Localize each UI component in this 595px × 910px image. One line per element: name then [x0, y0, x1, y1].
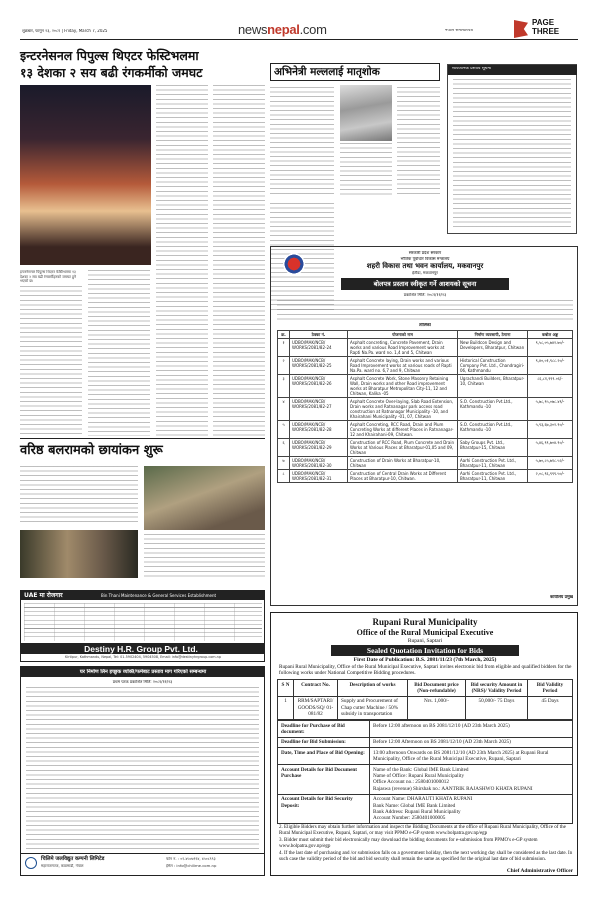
govt-subtitle: हेटौंडा, मकवानपुर [412, 271, 438, 275]
col-header-contractor: निर्माण व्यवसायी, ठेगाना [458, 331, 528, 339]
bid-detail-label: Deadline for Purchase of Bid document: [278, 721, 370, 738]
bid-detail-label: Account Details for Bid Security Deposit: [278, 794, 370, 824]
housing-company: चिलिमे जलविद्युत कम्पनी लिमिटेड [41, 856, 105, 862]
housing-title: घर निर्माण लिन इच्छुक व्यक्ति/फर्मबाट प्रस्ताव माग गरिएको सम्बन्धमा [79, 668, 207, 675]
uae-company: Destiny H.R. Group Pvt. Ltd. [84, 644, 198, 654]
rupani-para-4 [279, 851, 573, 863]
bid-detail-value: Name of the Bank: Global IME Bank Limited Name of Office: Rupani Rural Municipality Office Account no.: 2580401000012 Rajaswa (revenue) Shirshak no.: AANTRIK RAJASHWO KHATA RUPANI [370, 765, 573, 795]
festival-body-col-1 [20, 286, 82, 436]
page-flag-icon [514, 20, 528, 38]
housing-body [26, 687, 259, 849]
bid-cell-sn: 1 [278, 696, 294, 719]
page-label: PAGE [532, 18, 555, 27]
tender-cell-amount: ५,७०,८५,७१८.५२/- [528, 457, 573, 470]
rupani-first-date: First Date of Publication: B.S. 2081/11/23 (7th March, 2025) [353, 657, 497, 663]
right-notice-body [453, 79, 571, 229]
tender-cell-contractor: Ugrachandi Builders, Bharatpur-10, Chitwan [458, 375, 528, 398]
govt-notice [270, 246, 578, 606]
rupani-table-wrap [277, 679, 573, 824]
tender-row [278, 439, 573, 457]
festival-body-col-3 [156, 85, 208, 436]
bid-table-row [278, 696, 573, 719]
bid-detail-row [278, 721, 573, 738]
senior-body-col-2 [144, 534, 265, 578]
tender-cell-no: ५ [278, 421, 290, 439]
bid-detail-row [278, 737, 573, 747]
govt-banner: बोलपत्र प्रस्ताव स्वीकृत गर्ने आशयको सूचना [373, 280, 477, 288]
tender-cell-no: ४ [278, 398, 290, 421]
ad-uae-jobs[interactable] [20, 590, 265, 662]
bid-detail-value: Account Name: DHARAUTI KHATA RUPANI Bank Name: Global IME Bank Limited Bank Address: Rupani Rural Municipality Account Number: 2580401000005 [370, 794, 573, 824]
col-header-amount: कबोल अङ्क [528, 331, 573, 339]
tender-cell-contractor: Historical Construction Company Pvt. Ltd., Chandragiri-06, Kathmandu [458, 357, 528, 375]
govt-footer: कार्यालय प्रमुख [550, 595, 573, 599]
senior-body-col-1 [20, 466, 138, 526]
tender-cell-contract: UDBO/MAK/NCB/ WORKS/2081/82-25 [290, 357, 348, 375]
bid-cell-security: 50,000/- 75 Days [466, 696, 528, 719]
col-header-name: योजनाको नाम [348, 331, 458, 339]
obit-body-col-3 [397, 87, 440, 197]
masthead-right-label: नेपाल समाचारपत्र [445, 29, 473, 33]
tender-cell-contractor: S.O. Construction Pvt.Ltd., Kathmandu -10 [458, 398, 528, 421]
housing-company-addr: महाराजगञ्ज, काठमाडौं, नेपाल [41, 864, 84, 868]
tender-cell-contractor: New Buildcon Design and Developers, Bharatpur, Chitwan [458, 339, 528, 357]
tender-cell-no: १ [278, 339, 290, 357]
senior-photo-2 [144, 466, 265, 530]
tender-cell-name: Asphalt Concrete Over-laying, Slab Road Extension, Drain works and Ratnanagar park access road construction at Ratnanagar Municipality -10, and Khairahani Municipality -01, 07, Chitwan [348, 398, 458, 421]
bid-col-contract: Contract No. [294, 680, 338, 697]
festival-body-col-4 [213, 85, 265, 436]
govt-org-2: भौतिक पूर्वाधार विकास मन्त्रालय [400, 257, 450, 261]
tender-row [278, 421, 573, 439]
logo-part-nepal: nepal [267, 22, 300, 37]
bid-detail-row [278, 748, 573, 765]
logo-part-news: news [238, 22, 268, 37]
obit-body-col-2 [340, 143, 392, 197]
rupani-para-2-num: 2. [279, 825, 284, 830]
tender-cell-amount: ९,४०,०१,९८८.२०/- [528, 357, 573, 375]
tender-cell-contractor: Aarhi Construction Pvt. Ltd., Bharatpur-11, Chitwan [458, 457, 528, 470]
right-notice-title: सार्वजनिक प्रस्ताव सूचना [452, 67, 492, 71]
housing-footer-rule [21, 853, 265, 854]
tender-cell-contractor: Saby Groups Pvt. Ltd., Bharatpur-15, Chitwan [458, 439, 528, 457]
govt-intro-text [277, 300, 573, 320]
govt-table-caption: तालिका [419, 323, 431, 327]
tender-cell-contract: UDBO/MAK/NCB/ WORKS/2081/82-24 [290, 339, 348, 357]
story-obituary [270, 63, 440, 243]
rupani-para-2-text: Eligible Bidders may obtain further information and inspect the Bidding Documents at the office of Rupani Rural Municipality, Office of the Rural Municipal Executive, Rupani, Saptari, or may visit PPMO e-GP system www.bolpatra.gov.np/egp [279, 825, 566, 837]
story-festival [20, 48, 265, 438]
tender-row [278, 375, 573, 398]
tender-cell-no: ७ [278, 457, 290, 470]
tender-row [278, 339, 573, 357]
tender-row [278, 357, 573, 375]
bid-cell-desc: Supply and Procurement of Chap cutter Machine / 50% subsidy in transportation [338, 696, 408, 719]
obit-body-col-1 [270, 87, 334, 197]
page-number: THREE [532, 27, 560, 36]
tender-row [278, 470, 573, 483]
tender-cell-no: २ [278, 357, 290, 375]
festival-lead: इन्टरनेसनल पिपुल्स थिएटर फेस्टिभलमा १३ देशका २ सय बढी रंगकर्मीहरुको जमघट हुने भएको छ। [20, 270, 77, 284]
tender-cell-name: Construction of RCC Road, Plum Concrete and Drain Works at Various Places at Bharatpur-01,05 and 09, Chitwan [348, 439, 458, 457]
senior-top-rule [20, 438, 265, 439]
housing-contact: फोन न. : ०१-४५०७९९४, ४५०८९९३ [166, 857, 216, 861]
tender-cell-contract: UDBO/MAK/NCB/ WORKS/2081/82-26 [290, 375, 348, 398]
bid-col-sn: S N [278, 680, 294, 697]
tender-cell-name: Construction of Drain Works at Bharatpur-10, Chitwan [348, 457, 458, 470]
ad-housing[interactable] [20, 666, 265, 876]
bid-col-desc: Description of works [338, 680, 408, 697]
bid-detail-label: Date, Time and Place of Bid Opening: [278, 748, 370, 765]
rupani-para-3-text: Bidder must submit their bid electronically may download the bidding documents for e-submission from PPMO's e-GP system www.bolpatra.gov.np/egp [279, 838, 538, 850]
rupani-signoff: Chief Administrative Officer [506, 868, 573, 874]
tender-cell-no: ३ [278, 375, 290, 398]
tender-row [278, 457, 573, 470]
masthead-date: शुक्रबार, फागुन २३, २०८१ | Friday, March 7, 2025 [22, 29, 108, 33]
page-number-badge [514, 18, 578, 40]
rupani-para-4-num: 4. [279, 851, 284, 856]
masthead [0, 0, 595, 44]
senior-headline: वरिष्ठ बलरामको छायांकन शुरू [20, 443, 163, 458]
senior-photo [20, 530, 138, 578]
logo-part-com: .com [299, 22, 327, 37]
tender-cell-amount: ९,५८,०५,७४२.७०/- [528, 339, 573, 357]
bid-detail-value: Before 12:00 afternoon on BS 2081/12/10 (AD 23th March 2025) [370, 721, 573, 738]
tender-cell-amount: ५,४६,९९,७०४.९०/- [528, 439, 573, 457]
tender-cell-contract: UDBO/MAK/NCB/ WORKS/2081/82-29 [290, 439, 348, 457]
govt-table-wrap [277, 330, 573, 483]
tender-cell-contract: UDBO/MAK/NCB/ WORKS/2081/82-31 [290, 470, 348, 483]
bid-col-security: Bid security Amount in (NRS)/ Validity Period [466, 680, 528, 697]
tender-cell-contract: UDBO/MAK/NCB/ WORKS/2081/82-27 [290, 398, 348, 421]
rupani-para-4-text: If the last date of purchasing and /or submission falls on a government holiday, then the next working day shall be considered as the last date. In such case the validity period of the bid and bid security shall remain the same as specified for the original last date of bid submission. [279, 851, 573, 863]
festival-photo [20, 85, 151, 265]
tender-cell-contractor: S.O. Construction Pvt.Ltd., Kathmandu -10 [458, 421, 528, 439]
bid-detail-value: 13:00 afternoon Onwards on BS 2081/12/10 (AD 23th March 2025) at Rupani Rural Municipality, Office of the Rural Municipal Executive, Rupani, Saptari [370, 748, 573, 765]
tender-row [278, 398, 573, 421]
tender-cell-name: Asphalt Concreting, RCC Road, Drain and Plum Concreting Works at different Places in Ratnanagar-12 and Khairahani-09, Chitwan. [348, 421, 458, 439]
bid-detail-label: Deadline for Bid Submission: [278, 737, 370, 747]
right-notice-box [447, 64, 577, 234]
tender-cell-contractor: Aarhi Construction Pvt. Ltd., Bharatpur-11, Chitwan [458, 470, 528, 483]
tender-cell-amount: ५,७८,९५,०७८.४९/- [528, 398, 573, 421]
tender-cell-amount: २,०८,९६,९९९.५०/- [528, 470, 573, 483]
bid-details-table [277, 720, 573, 824]
rupani-para-3 [279, 838, 573, 850]
housing-date: प्रथम पटक प्रकाशित मिति: २०८१/११/२३ [112, 680, 173, 684]
tender-cell-no: ६ [278, 439, 290, 457]
rupani-banner: Sealed Quotation Invitation for Bids [366, 645, 484, 655]
ad-rupani[interactable] [270, 612, 578, 876]
bid-col-validity: Bid Validity Period [528, 680, 573, 697]
story-senior [20, 438, 265, 588]
festival-body-col-2 [88, 270, 150, 436]
uae-jobs-grid [24, 603, 262, 641]
tender-cell-amount: ५,९३,६७,३०२.९०/- [528, 421, 573, 439]
govt-org-1: सरकारी प्रदेश सरकार [408, 251, 442, 255]
chilime-logo-icon [25, 857, 37, 869]
masthead-rule [20, 39, 578, 40]
site-logo[interactable] [238, 22, 327, 37]
tender-cell-name: Asphalt concreting, Concrete Pavement, Drain works and various Road Improvement works at Rapti Na.Pa. ward no. 1,4 and 5, Chitwan [348, 339, 458, 357]
uae-address: Kirtipur, Kathmandu, Nepal, Tel: 01-5902404, 5904508, Email: info@destinyhrgroup.com.np [65, 655, 221, 659]
bid-table-header [278, 680, 573, 697]
tender-cell-name: Asphalt Concrete laying, Drain works and various Road Improvement works at various roads of Rapti Na.Pa. ward no. 6,7 and 9, Chitwan [348, 357, 458, 375]
tender-cell-contract: UDBO/MAK/NCB/ WORKS/2081/82-28 [290, 421, 348, 439]
govt-title: शहरी विकास तथा भवन कार्यालय, मकवानपुर [366, 262, 484, 270]
obit-headline: अभिनेत्री मल्ललाई मातृशोक [274, 66, 380, 78]
bid-table [277, 679, 573, 720]
festival-headline-2: १३ देशका २ सय बढी रंगकर्मीको जमघट [20, 65, 203, 80]
bid-col-price: Bid Document price (Non-refundable) [408, 680, 466, 697]
bid-cell-validity: 45 Days [528, 696, 573, 719]
obit-photo [340, 85, 392, 141]
col-header-no: क्र. [278, 331, 290, 339]
bid-detail-row [278, 794, 573, 824]
rupani-para-1: Rupani Rural Municipality, Office of the Rural Municipal Executive, Saptari invites electronic bid from eligible and qualified bidders for the following works under National Competitive Bidding procedures. [279, 664, 572, 677]
housing-email: ईमेल : info@chilime.com.np [166, 864, 217, 868]
col-header-contract: ठेक्का नं. [290, 331, 348, 339]
tender-cell-name: Construction of Central Drain Works at Different Places at Bharatpur-10, Chitwan. [348, 470, 458, 483]
uae-title-left: UAE मा रोजगार [24, 592, 63, 599]
rupani-para-3-num: 3. [279, 838, 284, 843]
tender-cell-contract: UDBO/MAK/NCB/ WORKS/2081/82-30 [290, 457, 348, 470]
tender-cell-amount: ८६,८१,९९९.०६/- [528, 375, 573, 398]
tender-cell-name: Asphalt Concrete Work, Stone Masonry Retaining Wall, Drain works and other Road improvement works at Bharatpur Metropolitan City-11, 12 and Chitwan, Kalika -05 [348, 375, 458, 398]
tender-cell-no: ८ [278, 470, 290, 483]
festival-headline-1: इन्टरनेसनल पिपुल्स थिएटर फेस्टिभलमा [20, 48, 199, 63]
bid-detail-row [278, 765, 573, 795]
bid-cell-contract: RRM/SAPTARI/ GOODS/SQ/ 01-081/82 [294, 696, 338, 719]
rupani-title-1: Rupani Rural Municipality [372, 617, 478, 627]
bid-cell-price: Nrs. 1,000/- [408, 696, 466, 719]
rupani-title-2: Office of the Rural Municipal Executive [356, 628, 494, 637]
tender-table [277, 330, 573, 483]
govt-date: प्रकाशित मिति: २०८१/११/२३ [403, 293, 447, 297]
bid-detail-value: Before 12:00 Afternoon on BS 2081/12/10 (AD 23th March 2025) [370, 737, 573, 747]
rupani-place: Rupani, Saptari [407, 638, 443, 644]
rupani-para-2 [279, 825, 573, 837]
tender-table-header [278, 331, 573, 339]
uae-title-right: Bin Thani Maintenance & General Services Establishment [101, 593, 217, 598]
bid-detail-label: Account Details for Bid Document Purchase [278, 765, 370, 795]
